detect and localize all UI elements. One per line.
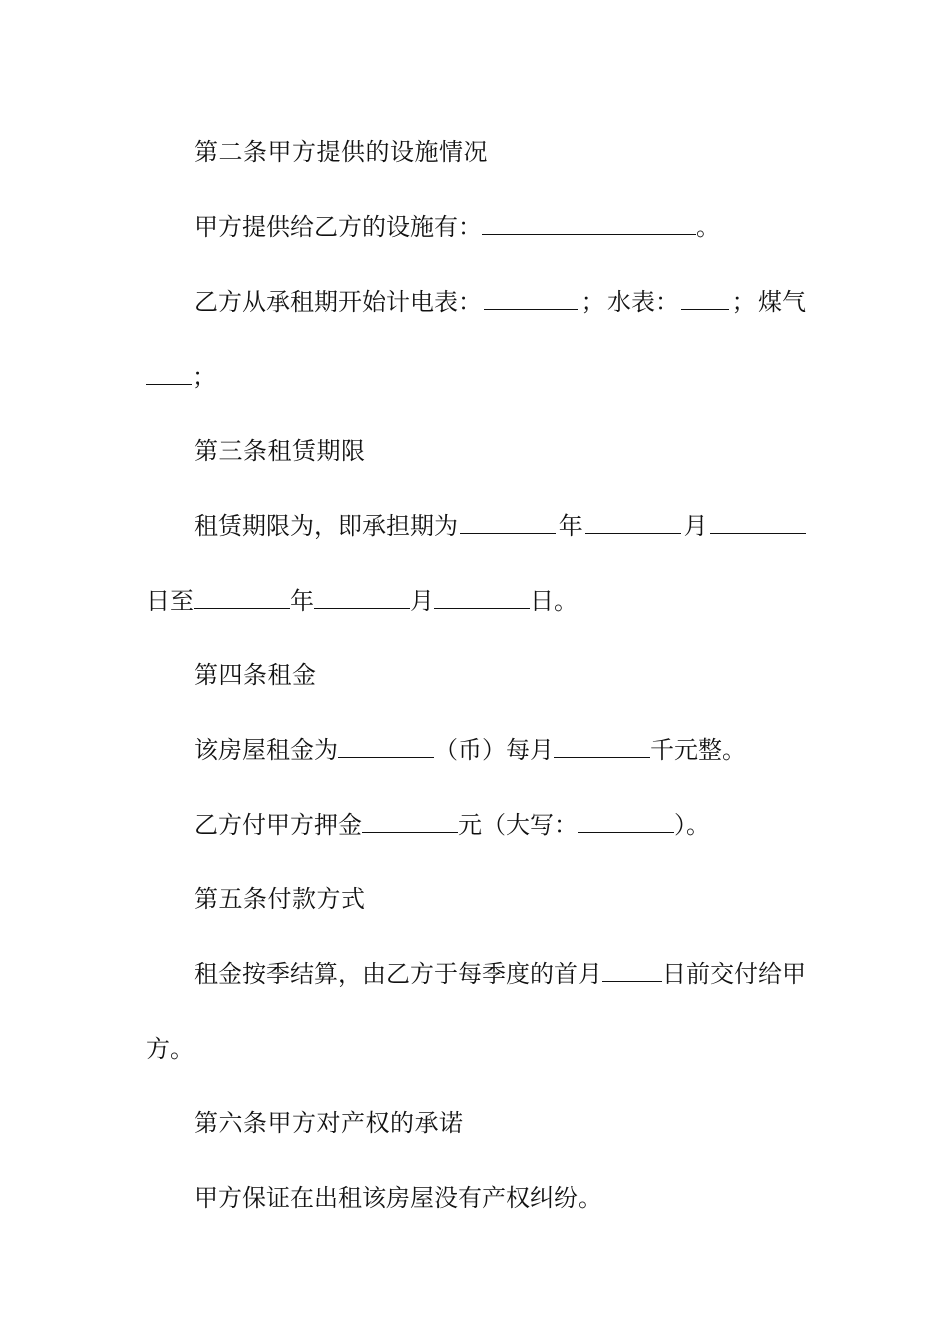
- section-5-paragraph-1: [194, 958, 806, 990]
- section-3-paragraph-1: [194, 510, 806, 542]
- text: 日。: [530, 587, 578, 615]
- blank-line: [314, 586, 410, 609]
- text: 该房屋租金为: [194, 736, 338, 764]
- section-2-paragraph-2-continued: [146, 361, 806, 393]
- blank-line: [554, 735, 650, 758]
- blank-line: [146, 362, 192, 385]
- text: 方。: [146, 1035, 194, 1063]
- section-4-heading: 第四条租金: [194, 661, 317, 689]
- text: ；: [580, 288, 605, 316]
- section-2-heading: 第二条甲方提供的设施情况: [194, 138, 488, 166]
- text: 乙方付甲方押金: [194, 811, 362, 839]
- text: （币）每月: [434, 736, 554, 764]
- blank-line: [482, 212, 696, 235]
- text: 元（大写：: [458, 811, 578, 839]
- text: 。: [696, 213, 720, 241]
- section-6-heading: 第六条甲方对产权的承诺: [194, 1109, 464, 1137]
- text: 煤气: [757, 288, 806, 316]
- text: 甲方提供给乙方的设施有：: [194, 213, 482, 241]
- section-4-paragraph-2: [194, 809, 806, 841]
- section-2-paragraph-1: [194, 211, 806, 243]
- section-4-paragraph-1: [194, 734, 806, 766]
- blank-line: [484, 287, 578, 310]
- blank-line: [710, 511, 806, 534]
- text: 租赁期限为，即承担期为: [194, 512, 458, 540]
- blank-line: [362, 810, 458, 833]
- text: 乙方从承租期开始计电表：: [194, 288, 482, 316]
- text: 租金按季结算，由乙方于每季度的首月: [194, 960, 602, 988]
- section-6-paragraph-1: 甲方保证在出租该房屋没有产权纠纷。: [194, 1184, 602, 1212]
- section-3-paragraph-1-continued: [146, 585, 806, 617]
- text: 千元整。: [650, 736, 746, 764]
- text: ）。: [674, 811, 710, 839]
- text: ；: [731, 288, 756, 316]
- blank-line: [194, 586, 290, 609]
- text: 月: [683, 512, 708, 540]
- text: 日前交付给甲: [662, 960, 806, 988]
- section-2-paragraph-2: [194, 286, 806, 318]
- blank-line: [578, 810, 674, 833]
- text: 水表：: [606, 288, 679, 316]
- blank-line: [585, 511, 681, 534]
- text: 日至: [146, 587, 194, 615]
- blank-line: [602, 959, 662, 982]
- blank-line: [338, 735, 434, 758]
- blank-line: [434, 586, 530, 609]
- blank-line: [460, 511, 556, 534]
- section-5-paragraph-1-continued: [146, 1033, 806, 1065]
- text: 月: [410, 587, 434, 615]
- section-5-heading: 第五条付款方式: [194, 885, 366, 913]
- blank-line: [681, 287, 729, 310]
- text: 年: [290, 587, 314, 615]
- text: 年: [558, 512, 583, 540]
- section-3-heading: 第三条租赁期限: [194, 437, 366, 465]
- text: ；: [192, 363, 216, 391]
